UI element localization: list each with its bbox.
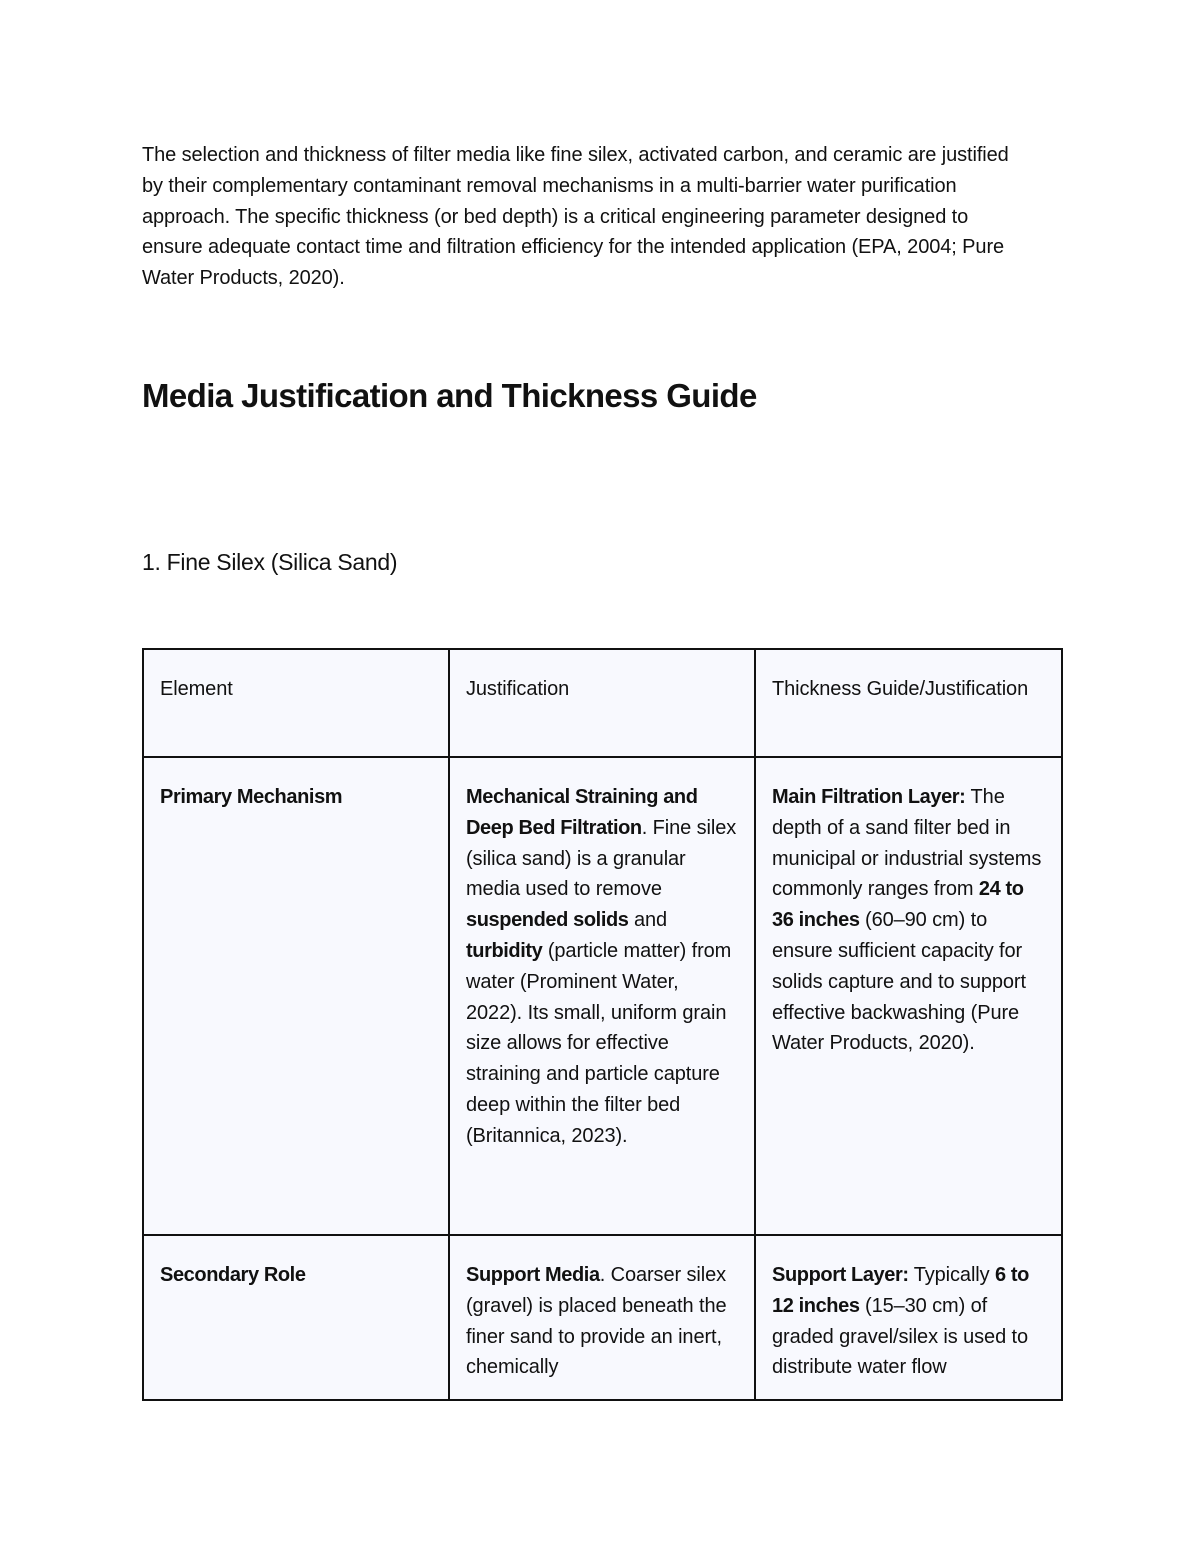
table-header-row	[143, 649, 1062, 757]
header-thickness: Thickness Guide/Justification	[755, 649, 1062, 757]
header-element: Element	[143, 649, 449, 757]
cell-justification: Support Media. Coarser silex (gravel) is placed beneath the finer sand to provide an inert, chemically	[449, 1235, 755, 1400]
cell-thickness: Main Filtration Layer: The depth of a sand filter bed in municipal or industrial systems commonly ranges from 24 to 36 inches (60–90 cm) to ensure sufficient capacity for solids capture and to support effective backwashing (Pure Water Products, 2020).	[755, 757, 1062, 1235]
element-label: Primary Mechanism	[160, 786, 343, 808]
cell-element	[143, 757, 449, 1235]
table-row	[143, 757, 1062, 1235]
element-label: Secondary Role	[160, 1264, 306, 1286]
intro-paragraph: The selection and thickness of filter media like fine silex, activated carbon, and ceramic are justified by their complementary contaminant removal mechanisms in a multi-barrier water purification approach. The specific thickness (or bed depth) is a critical engineering parameter designed to ensure adequate contact time and filtration efficiency for the intended application (EPA, 2004; Pure Water Products, 2020).	[142, 144, 1009, 290]
cell-thickness: Support Layer: Typically 6 to 12 inches (15–30 cm) of graded gravel/silex is used to distribute water flow	[755, 1235, 1062, 1400]
page-heading: Media Justification and Thickness Guide	[142, 377, 757, 414]
cell-justification: Mechanical Straining and Deep Bed Filtration. Fine silex (silica sand) is a granular media used to remove suspended solids and turbidity (particle matter) from water (Prominent Water, 2022). Its small, uniform grain size allows for effective straining and particle capture deep within the filter bed (Britannica, 2023).	[449, 757, 755, 1235]
table-row	[143, 1235, 1062, 1400]
cell-element	[143, 1235, 449, 1400]
section-title: 1. Fine Silex (Silica Sand)	[142, 549, 398, 575]
media-guide-table	[142, 648, 1063, 1401]
header-justification: Justification	[449, 649, 755, 757]
